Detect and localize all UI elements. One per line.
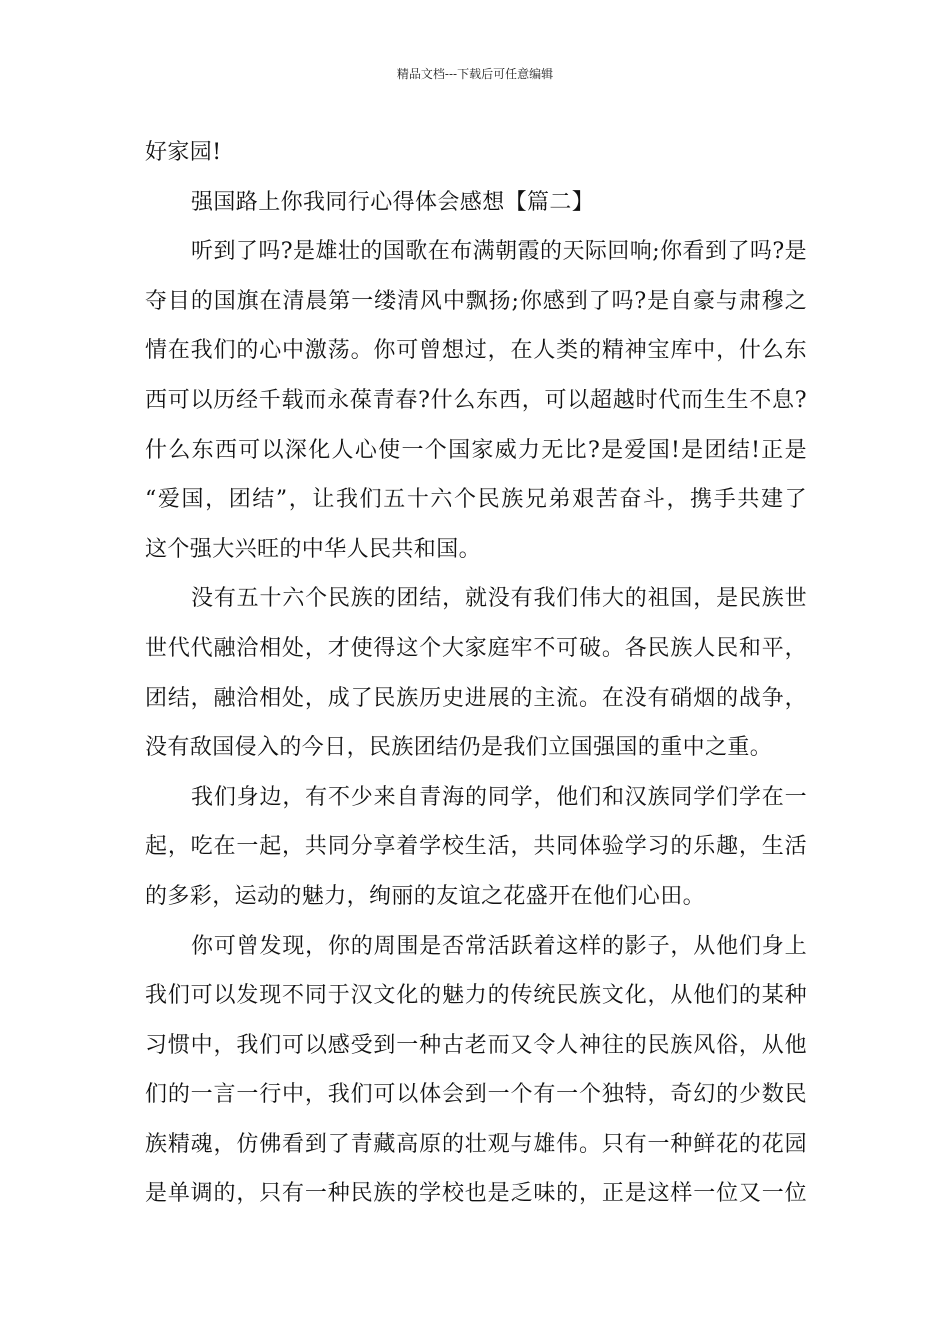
text-line: 的多彩，运动的魅力，绚丽的友谊之花盛开在他们心田。 [145, 883, 706, 909]
text-line: “爱国，团结”，让我们五十六个民族兄弟艰苦奋斗，携手共建了 [145, 487, 807, 513]
text-line: 习惯中，我们可以感受到一种古老而又令人神往的民族风俗，从他 [145, 1032, 807, 1058]
text-line: 没有五十六个民族的团结，就没有我们伟大的祖国，是民族世 [191, 586, 807, 612]
text-line: 好家园! [145, 140, 222, 165]
text-line: 是单调的，只有一种民族的学校也是乏味的，正是这样一位又一位 [145, 1181, 807, 1207]
text-line: 夺目的国旗在清晨第一缕清风中飘扬;你感到了吗?是自豪与肃穆之 [145, 288, 807, 314]
text-line: 世代代融洽相处，才使得这个大家庭牢不可破。各民族人民和平， [145, 635, 807, 661]
text-line: 这个强大兴旺的中华人民共和国。 [145, 536, 482, 562]
text-line: 起，吃在一起，共同分享着学校生活，共同体验学习的乐趣，生活 [145, 834, 807, 860]
text-line: 情在我们的心中激荡。你可曾想过，在人类的精神宝库中，什么东 [145, 338, 807, 364]
text-line: 团结，融洽相处，成了民族历史进展的主流。在没有硝烟的战争， [145, 685, 807, 711]
text-line: 们的一言一行中，我们可以体会到一个有一个独特，奇幻的少数民 [145, 1082, 807, 1108]
text-line: 西可以历经千载而永葆青春?什么东西，可以超越时代而生生不息? [145, 387, 807, 413]
text-line: 强国路上你我同行心得体会感想【篇二】 [191, 189, 595, 215]
text-line: 族精魂，仿佛看到了青藏高原的壮观与雄伟。只有一种鲜花的花园 [145, 1131, 807, 1157]
text-line: 没有敌国侵入的今日，民族团结仍是我们立国强国的重中之重。 [145, 735, 773, 761]
text-line: 我们可以发现不同于汉文化的魅力的传统民族文化，从他们的某种 [145, 983, 807, 1009]
page-header: 精品文档---下载后可任意编辑 [396, 67, 554, 81]
text-line: 听到了吗?是雄壮的国歌在布满朝霞的天际回响;你看到了吗?是 [191, 239, 807, 265]
text-line: 你可曾发现，你的周围是否常活跃着这样的影子，从他们身上 [191, 933, 807, 959]
document-body [145, 128, 807, 1219]
text-line: 什么东西可以深化人心使一个国家威力无比?是爱国!是团结!正是 [145, 437, 807, 463]
text-line: 我们身边，有不少来自青海的同学，他们和汉族同学们学在一 [191, 784, 807, 810]
